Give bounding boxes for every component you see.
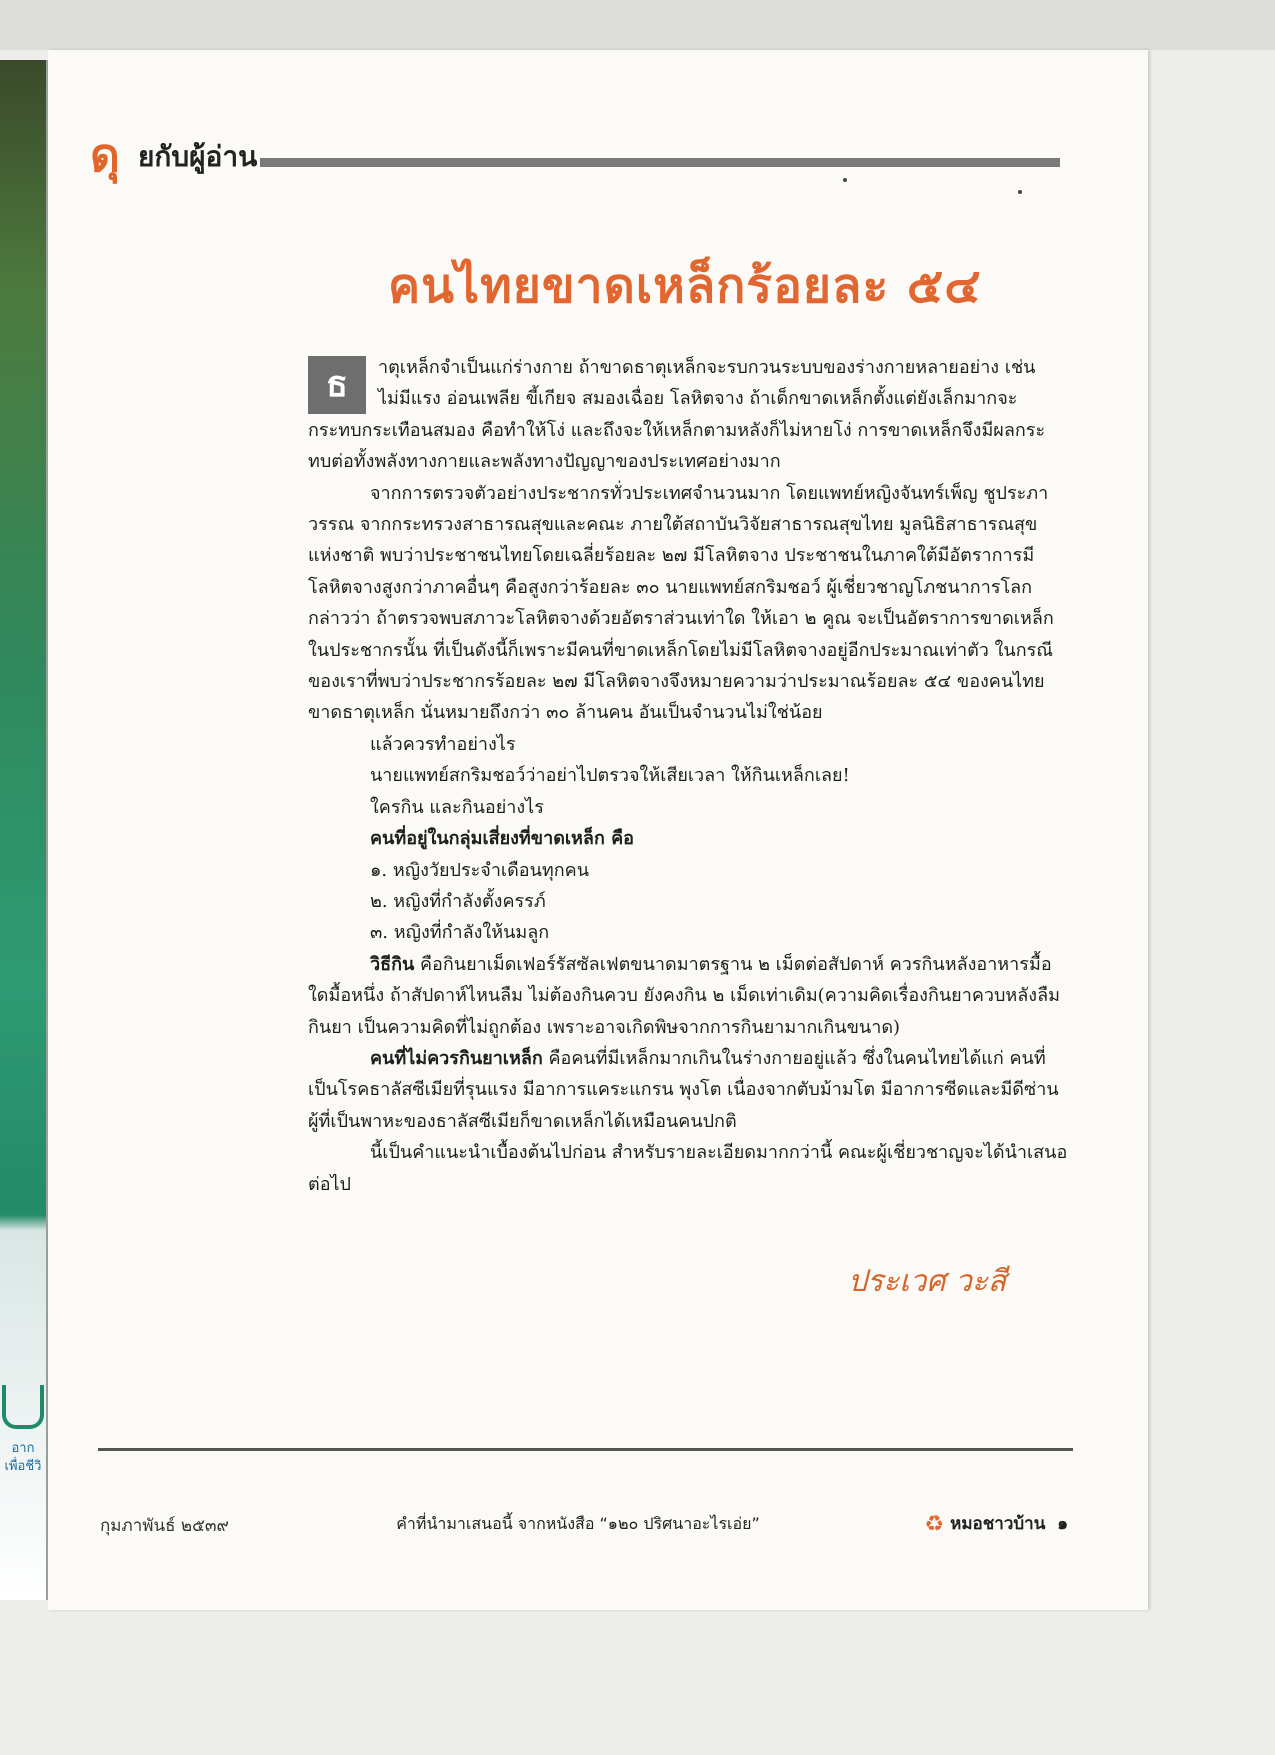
magazine-page [48, 50, 1148, 1610]
list-item: ๓. หญิงที่กำลังให้นมลูก [370, 922, 550, 944]
speck [1018, 190, 1022, 194]
paragraph-4-lead: คนที่ไม่ควรกินยาเหล็ก [370, 1047, 543, 1069]
footer-source: คำที่นำมาเสนอนี้ จากหนังสือ “๑๒๐ ปริศนาอะไรเอ่ย” [396, 1514, 760, 1533]
spine-text: อาก เพื่อชีวิ [4, 1441, 42, 1474]
question-1: แล้วควรทำอย่างไร [370, 733, 516, 755]
column-mark: ดุ [90, 128, 120, 182]
article-body [308, 352, 1068, 1200]
magazine-spine [0, 60, 48, 1600]
page-number: ๑ [1057, 1514, 1068, 1534]
paragraph-3-lead: วิธีกิน [370, 953, 415, 975]
question-2: ใครกิน และกินอย่างไร [370, 796, 544, 818]
paragraph-2: จากการตรวจตัวอย่างประชากรทั่วประเทศจำนวนมาก โดยแพทย์หญิงจันทร์เพ็ญ ชูประภาวรรณ จากกระทรวงสาธารณสุขและคณะ ภายใต้สถาบันวิจัยสาธารณสุขไทย มูลนิธิสาธารณสุขแห่งชาติ พบว่าประชาชนไทยโดยเฉลี่ยร้อยละ ๒๗ มีโลหิตจาง ประชาชนในภาคใต้มีอัตราการมีโลหิตจางสูงกว่าภาคอื่นๆ คือสูงกว่าร้อยละ ๓๐ นายแพทย์สกริมชอว์ ผู้เชี่ยวชาญโภชนาการโลกกล่าวว่า ถ้าตรวจพบสภาวะโลหิตจางด้วยอัตราส่วนเท่าใด ให้เอา ๒ คูณ จะเป็นอัตราการขาดเหล็กในประชากรนั้น ที่เป็นดังนี้ก็เพราะมีคนที่ขาดเหล็กโดยไม่มีโลหิตจางอยู่อีกประมาณเท่าตัว ในกรณีของเราที่พบว่าประชากรร้อยละ ๒๗ มีโลหิตจางจึงหมายความว่าประมาณร้อยละ ๕๔ ของคนไทยขาดธาตุเหล็ก นั่นหมายถึงกว่า ๓๐ ล้านคน อันเป็นจำนวนไม่ใช่น้อย [308, 482, 1054, 724]
recycle-icon: ♻ [924, 1511, 945, 1537]
footer-date: กุมภาพันธ์ ๒๕๓๙ [100, 1516, 230, 1536]
list-item: ๑. หญิงวัยประจำเดือนทุกคน [370, 859, 589, 881]
list-item: ๒. หญิงที่กำลังตั้งครรภ์ [370, 890, 546, 912]
risk-group-heading: คนที่อยู่ในกลุ่มเสี่ยงที่ขาดเหล็ก คือ [370, 828, 634, 850]
paragraph-4-text: คือคนที่มีเหล็กมากเกินในร่างกายอยู่แล้ว ซึ่งในคนไทยได้แก่ คนที่เป็นโรคธาลัสซีเมียที่รุนแรง มีอาการแคระแกรน พุงโต เนื่องจากตับม้ามโต มีอาการซีดและมีดีซ่าน ผู้ที่เป็นพาหะของธาลัสซีเมียก็ขาดเหล็กได้เหมือนคนปกติ [308, 1047, 1059, 1132]
footer-magazine [878, 1510, 1068, 1537]
answer-1: นายแพทย์สกริมชอว์ว่าอย่าไปตรวจให้เสียเวลา ให้กินเหล็กเลย! [370, 765, 850, 787]
paragraph-1: าตุเหล็กจำเป็นแก่ร่างกาย ถ้าขาดธาตุเหล็กจะรบกวนระบบของร่างกายหลายอย่าง เช่น ไม่มีแรง อ่อนเพลีย ขี้เกียจ สมองเฉื่อย โลหิตจาง ถ้าเด็กขาดเหล็กตั้งแต่ยังเล็กมากจะกระทบกระเทือนสมอง คือทำให้โง่ และถึงจะให้เหล็กตามหลังก็ไม่หายโง่ การขาดเหล็กจึงมีผลกระทบต่อทั้งพลังทางกายและพลังทางปัญญาของประเทศอย่างมาก [308, 357, 1046, 473]
paragraph-4 [308, 1043, 1068, 1137]
column-rule [260, 158, 1060, 167]
author-signature: ประเวศ วะสี [848, 1264, 1007, 1299]
paragraph-3-text: คือกินยาเม็ดเฟอร์รัสซัลเฟตขนาดมาตรฐาน ๒ เม็ดต่อสัปดาห์ ควรกินหลังอาหารมื้อใดมื้อหนึ่ง ถ้าสัปดาห์ไหนลืม ไม่ต้องกินควบ ยังคงกิน ๒ เม็ดเท่าเดิม(ความคิดเรื่องกินยาควบหลังลืมกินยา เป็นความคิดที่ไม่ถูกต้อง เพราะอาจเกิดพิษจากการกินยามากเกินขนาด) [308, 953, 1060, 1038]
drop-cap: ธ [308, 356, 366, 414]
magazine-name: หมอชาวบ้าน [950, 1514, 1046, 1534]
article-title: คนไทยขาดเหล็กร้อยละ ๕๔ [388, 258, 982, 314]
speck [843, 178, 847, 182]
footer-rule [98, 1448, 1073, 1451]
column-header [90, 130, 1060, 190]
spine-logo-icon [2, 1385, 44, 1429]
scan-background [0, 0, 1275, 50]
column-title: ยกับผู้อ่าน [138, 140, 258, 173]
paragraph-3 [308, 949, 1068, 1043]
paragraph-5: นี้เป็นคำแนะนำเบื้องต้นไปก่อน สำหรับรายละเอียดมากกว่านี้ คณะผู้เชี่ยวชาญจะได้นำเสนอต่อไป [308, 1142, 1068, 1195]
